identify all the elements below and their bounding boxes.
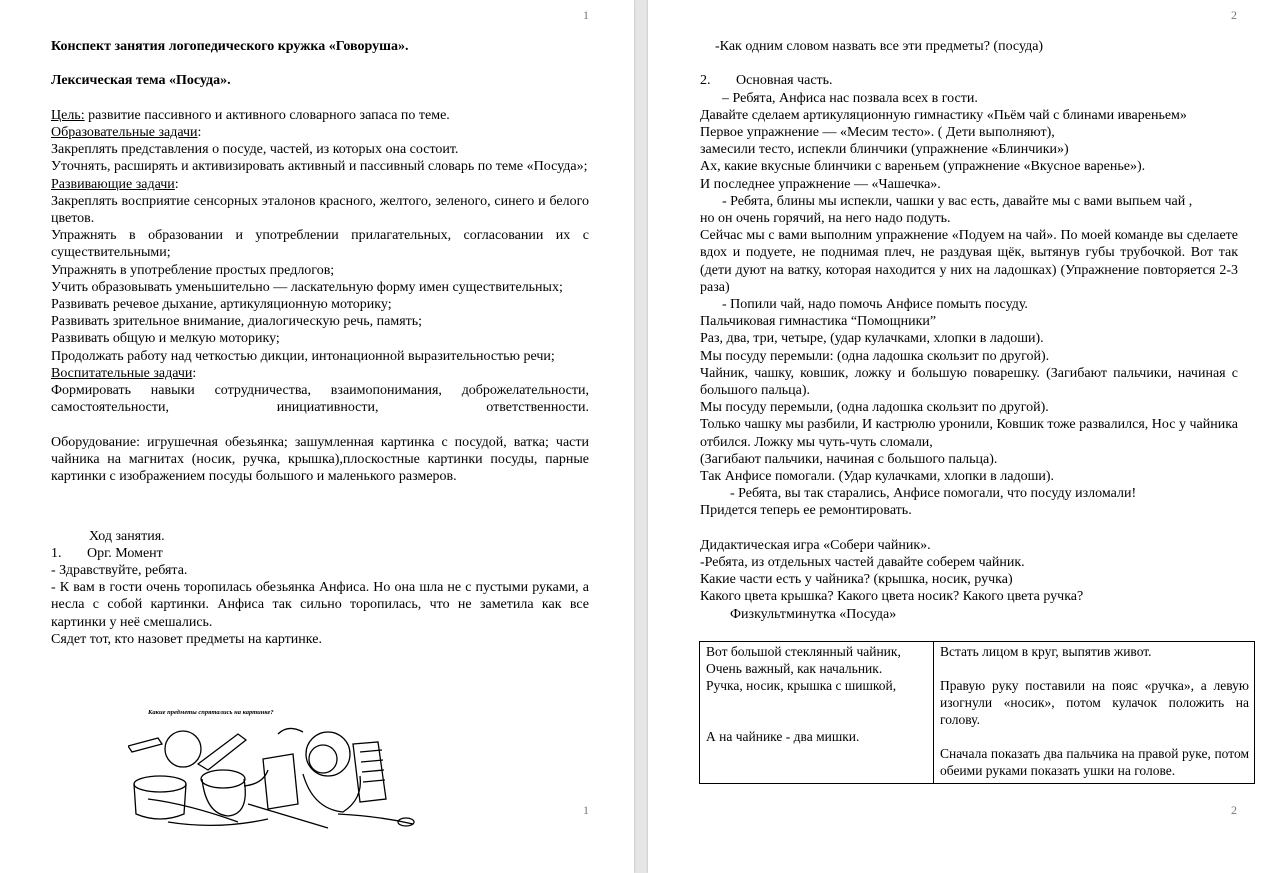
dev-tasks-heading[interactable]: Развивающие задачи: <box>51 176 179 192</box>
text-line[interactable]: Пальчиковая гимнастика “Помощники” <box>700 314 937 330</box>
table-cell-right[interactable] <box>934 642 1255 784</box>
section-1-number: 1. <box>51 545 62 561</box>
edu-task-item[interactable]: Уточнять, расширять и активизировать активный и пассивный словарь по теме «Посуда»; <box>51 159 588 175</box>
page-number-top: 2 <box>1231 8 1237 22</box>
table-row <box>700 642 1255 784</box>
goal-paragraph[interactable] <box>51 107 589 124</box>
edu-task-item[interactable]: Закреплять представления о посуде, частей, из которых она состоит. <box>51 142 459 158</box>
text-line[interactable]: Только чашку мы разбили, И кастрюлю уронили, Ковшик тоже развалился, Нос у чайника отбился. Ложку мы чуть-чуть сломали, <box>700 417 1238 450</box>
text-line[interactable]: – Ребята, Анфиса нас позвала всех в гости. <box>722 90 978 106</box>
picture-caption: Какие предметы спрятались на картинке? <box>148 709 274 716</box>
section-2-number: 2. <box>700 73 711 89</box>
story-paragraph[interactable]: - К вам в гости очень торопилась обезьянка Анфиса. Но она шла не с пустыми руками, а несла с собой картинки. Анфиса так сильно торопилась, что не заметила как все картинки у неё смешались. <box>51 580 589 630</box>
movement-line: Правую руку поставили на пояс «ручка», а левую изогнули «носик», потом кулачок положить на голову. <box>940 678 1249 727</box>
upbr-tasks-text[interactable]: Формировать навыки сотрудничества, взаимопонимания, доброжелательности, самостоятельности, инициативности, ответственности. <box>51 383 589 416</box>
section-1-title: Орг. Момент <box>87 545 163 561</box>
document-title[interactable]: Конспект занятия логопедического кружка «Говоруша». <box>51 39 409 54</box>
text-line[interactable] <box>700 107 1238 124</box>
text-line[interactable]: Раз, два, три, четыре, (удар кулачками, хлопки в ладоши). <box>700 331 1044 347</box>
text-line[interactable]: Ах, какие вкусные блинчики с вареньем (упражнение «Вкусное варенье»). <box>700 159 1146 175</box>
pot-outline <box>134 776 186 792</box>
teapot-lid <box>201 770 245 788</box>
dev-task-item[interactable]: Упражнять в употребление простых предлогов; <box>51 262 335 278</box>
text-line[interactable]: Придется теперь ее ремонтировать. <box>700 503 912 519</box>
movement-line: Встать лицом в круг, выпятив живот. <box>940 644 1152 659</box>
text-line[interactable]: Первое упражнение — «Месим тесто». ( Дети выполняют), <box>700 125 1055 140</box>
text-line[interactable]: Какого цвета крышка? Какого цвета носик? Какого цвета ручка? <box>700 589 1084 605</box>
movement-line: Сначала показать два пальчика на правой руке, потом обеими руками показать ушки на голове. <box>940 746 1249 778</box>
edu-tasks-label: Образовательные задачи <box>51 124 198 140</box>
lesson-title[interactable]: Ход занятия. <box>89 528 165 544</box>
poem-line: Ручка, носик, крышка с шишкой, <box>706 678 897 693</box>
lexical-theme[interactable]: Лексическая тема «Посуда». <box>51 73 231 89</box>
text-line[interactable]: Сейчас мы с вами выполним упражнение «Подуем на чай». По моей команде вы сделаете вдох и подуете, не поднимая плеч, не раздувая щёк, вытянув губы трубочкой. Вот так (дети дуют на ватку, которая находится у них на ладошках) (Упражнение повторяется 2-3 раза) <box>700 228 1238 295</box>
text-line[interactable]: Чайник, чашку, ковшик, ложку и большую поварешку. (Загибают пальчики, начиная с большого пальца). <box>700 365 1238 399</box>
pan-handle <box>128 738 162 752</box>
text-line[interactable]: замесили тесто, испекли блинчики (упражнение «Блинчики») <box>700 142 1069 158</box>
section-1-heading[interactable] <box>51 545 589 562</box>
dev-task-item[interactable]: Развивать речевое дыхание, артикуляционную моторику; <box>51 297 392 313</box>
document-page-2 <box>648 0 1283 873</box>
goal-label: Цель: <box>51 107 85 123</box>
text-line[interactable]: -Ребята, из отдельных частей давайте соберем чайник. <box>700 555 1025 571</box>
cup <box>263 754 298 809</box>
knife <box>248 804 328 828</box>
text-line[interactable]: Так Анфисе помогали. (Удар кулачками, хлопки в ладоши). <box>700 469 1055 485</box>
text-line[interactable]: - Ребята, вы так старались, Анфисе помогали, что посуду изломали! <box>730 486 1137 502</box>
text-line[interactable]: Какие части есть у чайника? (крышка, носик, ручка) <box>700 572 1013 588</box>
text-line[interactable]: Дидактическая игра «Собери чайник». <box>700 537 931 553</box>
page-2-body <box>700 38 1238 623</box>
text-line[interactable]: но он очень горячий, на него надо подуть. <box>700 211 951 227</box>
sit-down-line[interactable]: Сядет тот, кто назовет предметы на картинке. <box>51 631 322 647</box>
text-line[interactable]: Мы посуду перемыли: (одна ладошка скользит по другой). <box>700 348 1050 364</box>
noisy-dishes-picture <box>128 704 418 834</box>
page-number-bottom: 2 <box>1231 803 1237 817</box>
dishes-line-art <box>128 728 414 828</box>
greeting-line[interactable]: - Здравствуйте, ребята. <box>51 563 188 579</box>
section-2-title: Основная часть. <box>736 73 833 89</box>
dev-task-item[interactable]: Закреплять восприятие сенсорных эталонов красного, желтого, зеленого, синего и белого цветов. <box>51 193 589 226</box>
document-page-1 <box>0 0 634 873</box>
text-line[interactable]: Мы посуду перемыли, (одна ладошка скользит по другой). <box>700 400 1049 416</box>
upbr-tasks-heading[interactable]: Воспитательные задачи: <box>51 365 197 381</box>
dev-task-item[interactable]: Развивать зрительное внимание, диалогическую речь, память; <box>51 314 423 330</box>
poem-line: Очень важный, как начальник. <box>706 661 883 676</box>
text-line[interactable]: Физкультминутка «Посуда» <box>730 606 897 622</box>
plate-large <box>306 732 350 776</box>
text-line[interactable]: - Попили чай, надо помочь Анфисе помыть посуду. <box>722 297 1028 313</box>
goal-text: развитие пассивного и активного словарного запаса по теме. <box>84 107 450 123</box>
page-1-body <box>51 38 589 648</box>
question-line[interactable]: -Как одним словом назвать все эти предметы? (посуда) <box>715 39 1044 54</box>
dev-task-item[interactable]: Развивать общую и мелкую моторику; <box>51 331 280 347</box>
frying-pan <box>165 731 201 767</box>
equipment-paragraph[interactable]: Оборудование: игрушечная обезьянка; зашумленная картинка с посудой, ватка; части чайника на магнитах (носик, ручка, крышка),плоскостные картинки посуды, парные картинки с изображением посуды большого и маленького размеров. <box>51 434 589 485</box>
edu-tasks-heading[interactable]: Образовательные задачи: <box>51 124 202 140</box>
dev-tasks-label: Развивающие задачи <box>51 176 175 192</box>
fizkultminutka-table <box>699 641 1255 784</box>
dev-task-item[interactable]: Упражнять в образовании и употреблении прилагательных, согласовании их с существительными; <box>51 228 589 261</box>
table-cell-left[interactable] <box>700 642 934 784</box>
section-2-heading[interactable] <box>700 72 1238 89</box>
text-line[interactable]: - Ребята, блины мы испекли, чашки у вас есть, давайте мы с вами выпьем чай , <box>722 193 1193 209</box>
poem-line: Вот большой стеклянный чайник, <box>706 644 901 659</box>
dev-task-item[interactable]: Учить образовывать уменьшительно — ласкательную форму имен существительных; <box>51 279 563 295</box>
dev-task-item[interactable]: Продолжать работу над четкостью дикции, интонационной выразительностью речи; <box>51 348 555 364</box>
artic-gymnastics-text: Давайте сделаем артикуляционную гимнастику «Пьём чай с блинами ивареньем» <box>700 107 1187 123</box>
page-number-top: 1 <box>583 8 589 22</box>
plate-small <box>309 745 337 773</box>
text-line[interactable]: И последнее упражнение — «Чашечка». <box>700 176 941 192</box>
poem-line: А на чайнике - два мишки. <box>706 729 860 744</box>
page-number-bottom: 1 <box>583 803 589 817</box>
text-line[interactable]: (Загибают пальчики, начиная с большого пальца). <box>700 451 998 467</box>
upbr-tasks-label: Воспитательные задачи <box>51 365 193 381</box>
